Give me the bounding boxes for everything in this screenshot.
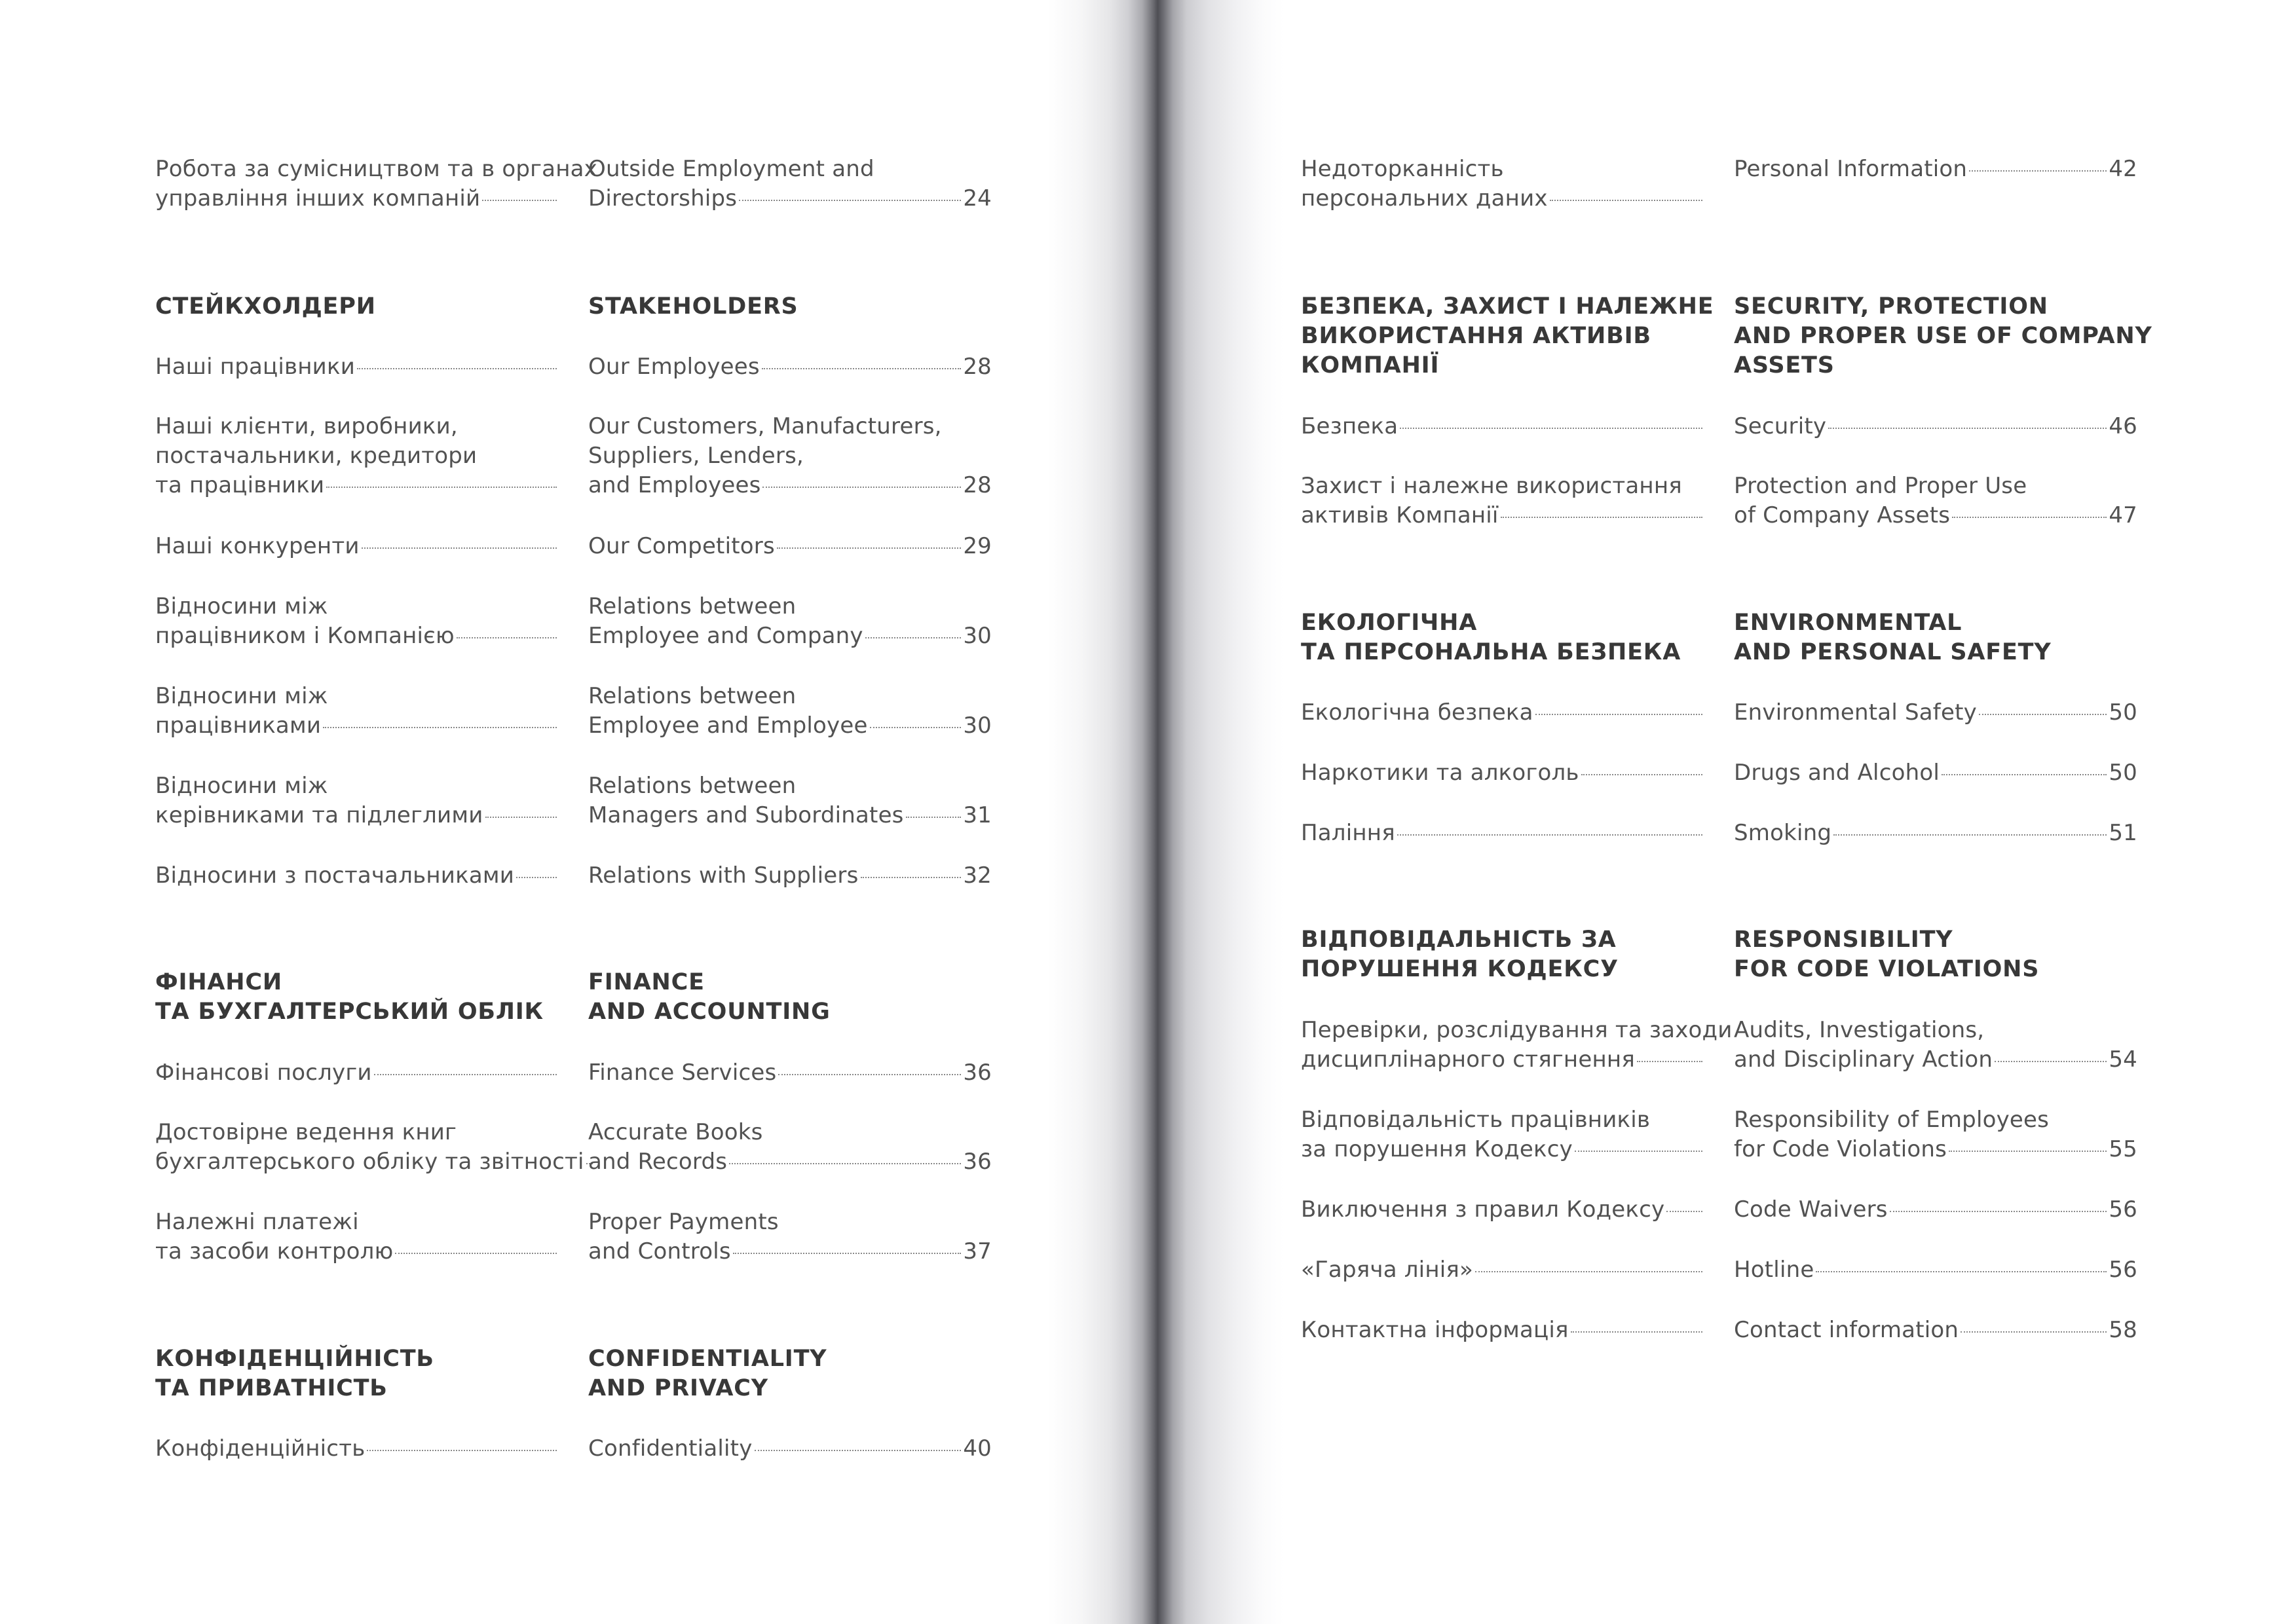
toc-entry-customers-en[interactable]: Our Customers, Manufacturers, Suppliers, Lenders, and Employees 28 xyxy=(588,412,992,500)
toc-entry-employee-responsibility-en[interactable]: Responsibility of Employees for Code Violations 55 xyxy=(1734,1105,2137,1164)
page-number: 46 xyxy=(2109,413,2137,439)
toc-entry-audits-en[interactable]: Audits, Investigations, and Disciplinary Action 54 xyxy=(1734,1016,2137,1075)
toc-entry-hotline-uk[interactable]: «Гаряча лінія» xyxy=(1301,1255,1704,1285)
section-heading-confidentiality-uk: КОНФІДЕНЦІЙНІСТЬ ТА ПРИВАТНІСТЬ xyxy=(155,1346,434,1401)
page-number: 28 xyxy=(963,354,992,380)
page-number: 58 xyxy=(2109,1317,2137,1343)
toc-entry-outside-employment-uk[interactable]: Робота за сумісництвом та в органах управління інших компаній xyxy=(155,156,597,212)
toc-entry-environmental-safety-en[interactable]: Environmental Safety 50 xyxy=(1734,698,2137,728)
page-number: 37 xyxy=(963,1238,992,1264)
toc-entry-finance-services-uk[interactable]: Фінансові послуги xyxy=(155,1058,559,1088)
toc-entry-security-en[interactable]: Security 46 xyxy=(1734,412,2137,441)
section-heading-stakeholders-en: STAKEHOLDERS xyxy=(588,293,798,320)
section-heading-confidentiality-en: CONFIDENTIALITY AND PRIVACY xyxy=(588,1346,827,1401)
section-heading-finance-en: FINANCE AND ACCOUNTING xyxy=(588,969,831,1025)
toc-entry-confidentiality-uk[interactable]: Конфіденційність xyxy=(155,1434,559,1464)
page-number: 28 xyxy=(963,472,992,498)
toc-entry-employee-company-en[interactable]: Relations between Employee and Company 30 xyxy=(588,592,992,651)
toc-entry-employee-responsibility-uk[interactable]: Відповідальність працівників за порушення Кодексу xyxy=(1301,1105,1704,1164)
section-heading-security-uk: БЕЗПЕКА, ЗАХИСТ І НАЛЕЖНЕ ВИКОРИСТАННЯ АКТИВІВ КОМПАНІЇ xyxy=(1301,293,1714,378)
section-heading-stakeholders-uk: СТЕЙКХОЛДЕРИ xyxy=(155,293,376,320)
toc-entry-company-assets-uk[interactable]: Захист і належне використання активів Компанії xyxy=(1301,471,1704,530)
toc-entry-smoking-uk[interactable]: Паління xyxy=(1301,819,1704,848)
section-heading-environmental-en: ENVIRONMENTAL AND PERSONAL SAFETY xyxy=(1734,610,2052,665)
page-number: 36 xyxy=(963,1060,992,1086)
book-fold-shadow xyxy=(1048,0,1284,1624)
toc-entry-managers-subordinates-en[interactable]: Relations between Managers and Subordinates 31 xyxy=(588,771,992,830)
toc-entry-drugs-alcohol-en[interactable]: Drugs and Alcohol 50 xyxy=(1734,758,2137,788)
toc-entry-environmental-safety-uk[interactable]: Екологічна безпека xyxy=(1301,698,1704,728)
toc-entry-code-waivers-en[interactable]: Code Waivers 56 xyxy=(1734,1195,2137,1225)
toc-entry-outside-employment-en[interactable]: Outside Employment and Directorships 24 xyxy=(588,155,992,213)
page-number: 29 xyxy=(963,533,992,559)
page-number: 24 xyxy=(963,185,992,212)
toc-entry-hotline-en[interactable]: Hotline 56 xyxy=(1734,1255,2137,1285)
section-heading-responsibility-en: RESPONSIBILITY FOR CODE VIOLATIONS xyxy=(1734,927,2040,982)
section-heading-security-en: SECURITY, PROTECTION AND PROPER USE OF COMPANY ASSETS xyxy=(1734,293,2152,378)
toc-entry-security-uk[interactable]: Безпека xyxy=(1301,412,1704,441)
toc-entry-finance-services-en[interactable]: Finance Services 36 xyxy=(588,1058,992,1088)
toc-entry-audits-uk[interactable]: Перевірки, розслідування та заходи дисциплінарного стягнення xyxy=(1301,1017,1733,1073)
toc-entry-drugs-alcohol-uk[interactable]: Наркотики та алкоголь xyxy=(1301,758,1704,788)
toc-entry-payments-controls-en[interactable]: Proper Payments and Controls 37 xyxy=(588,1208,992,1266)
page-number: 32 xyxy=(963,862,992,889)
toc-entry-employee-company-uk[interactable]: Відносини між працівником і Компанією xyxy=(155,592,559,651)
toc-entry-contact-information-en[interactable]: Contact information 58 xyxy=(1734,1316,2137,1345)
page-number: 47 xyxy=(2109,502,2137,528)
toc-entry-books-records-en[interactable]: Accurate Books and Records 36 xyxy=(588,1118,992,1177)
toc-entry-books-records-uk[interactable]: Достовірне ведення книг бухгалтерського обліку та звітності xyxy=(155,1118,559,1177)
toc-entry-suppliers-uk[interactable]: Відносини з постачальниками xyxy=(155,861,559,891)
toc-entry-competitors-en[interactable]: Our Competitors 29 xyxy=(588,532,992,561)
toc-entry-employees-en[interactable]: Our Employees 28 xyxy=(588,352,992,382)
toc-entry-employee-employee-uk[interactable]: Відносини між працівниками xyxy=(155,682,559,741)
page-number: 36 xyxy=(963,1149,992,1175)
toc-entry-smoking-en[interactable]: Smoking 51 xyxy=(1734,819,2137,848)
toc-entry-employee-employee-en[interactable]: Relations between Employee and Employee 30 xyxy=(588,682,992,741)
toc-entry-contact-information-uk[interactable]: Контактна інформація xyxy=(1301,1316,1704,1345)
toc-entry-competitors-uk[interactable]: Наші конкуренти xyxy=(155,532,559,561)
toc-entry-customers-uk[interactable]: Наші клієнти, виробники, постачальники, кредитори та працівники xyxy=(155,412,559,500)
section-heading-finance-uk: ФІНАНСИ ТА БУХГАЛТЕРСЬКИЙ ОБЛІК xyxy=(155,969,544,1025)
toc-entry-code-waivers-uk[interactable]: Виключення з правил Кодексу xyxy=(1301,1195,1704,1225)
page-number: 40 xyxy=(963,1435,992,1462)
page-number: 30 xyxy=(963,712,992,739)
page-number: 54 xyxy=(2109,1046,2137,1073)
page-number: 31 xyxy=(963,802,992,828)
toc-entry-company-assets-en[interactable]: Protection and Proper Use of Company Assets 47 xyxy=(1734,471,2137,530)
toc-entry-payments-controls-uk[interactable]: Належні платежі та засоби контролю xyxy=(155,1208,559,1266)
section-heading-responsibility-uk: ВІДПОВІДАЛЬНІСТЬ ЗА ПОРУШЕННЯ КОДЕКСУ xyxy=(1301,927,1619,982)
toc-entry-personal-information-uk[interactable]: Недоторканність персональних даних xyxy=(1301,155,1704,213)
page-number: 55 xyxy=(2109,1136,2137,1162)
section-heading-environmental-uk: ЕКОЛОГІЧНА ТА ПЕРСОНАЛЬНА БЕЗПЕКА xyxy=(1301,610,1681,665)
page-number: 50 xyxy=(2109,760,2137,786)
page-number: 56 xyxy=(2109,1257,2137,1283)
toc-entry-confidentiality-en[interactable]: Confidentiality 40 xyxy=(588,1434,992,1464)
page-number: 42 xyxy=(2109,156,2137,182)
page-number: 50 xyxy=(2109,699,2137,726)
toc-entry-personal-information-en[interactable]: Personal Information 42 xyxy=(1734,155,2137,184)
page-number: 51 xyxy=(2109,820,2137,846)
page-number: 30 xyxy=(963,623,992,649)
toc-entry-managers-subordinates-uk[interactable]: Відносини між керівниками та підлеглими xyxy=(155,771,559,830)
page-number: 56 xyxy=(2109,1196,2137,1223)
toc-entry-suppliers-en[interactable]: Relations with Suppliers 32 xyxy=(588,861,992,891)
toc-entry-employees-uk[interactable]: Наші працівники xyxy=(155,352,559,382)
